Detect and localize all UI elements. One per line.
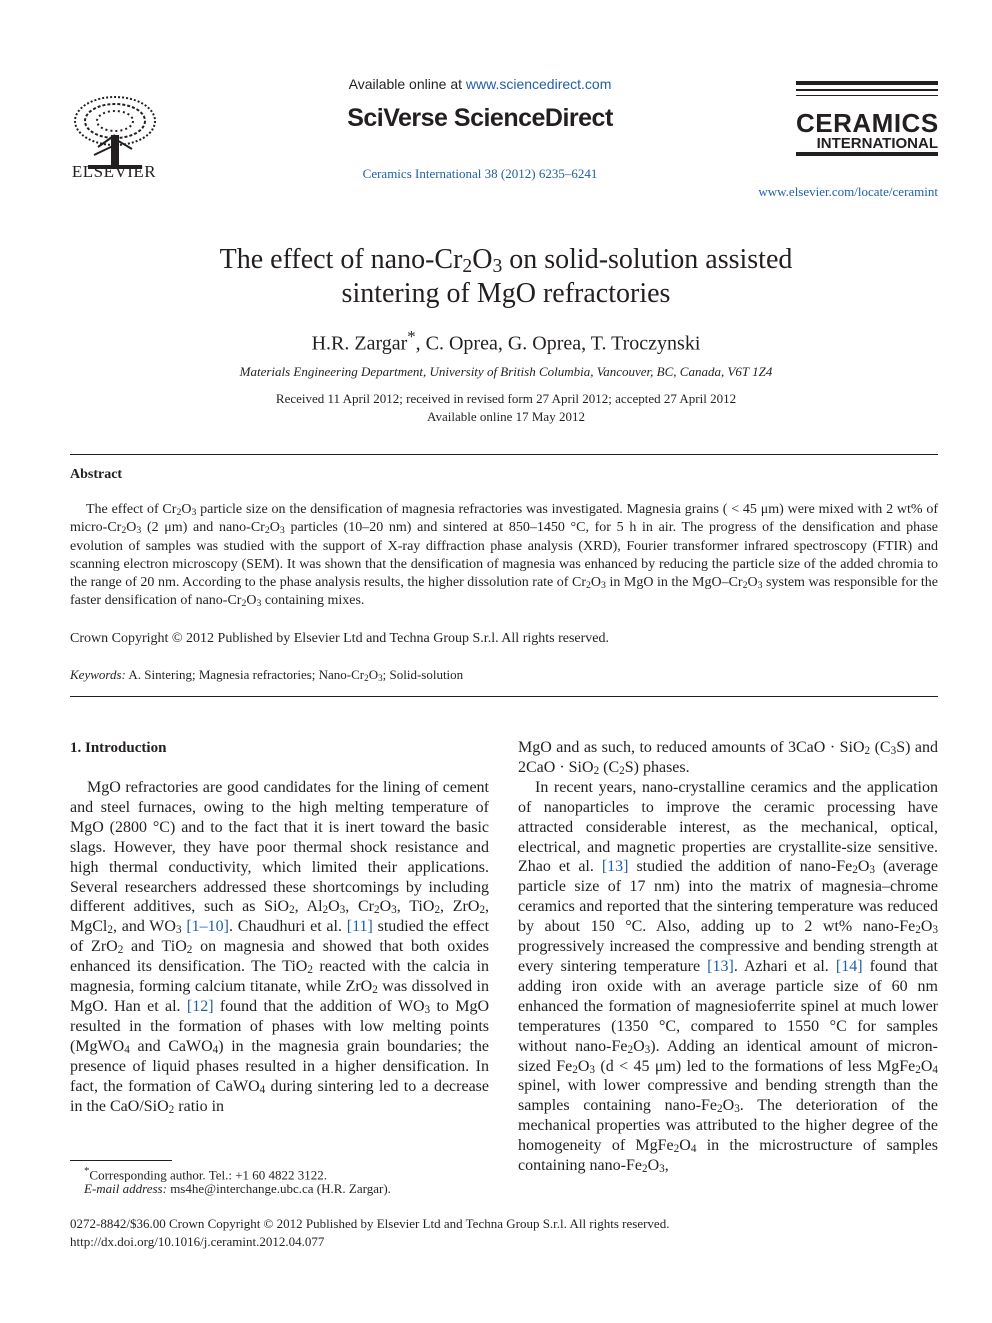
article-title: The effect of nano-$Cr_2O_3$ on solid-solution assisted sintering of MgO refractories [219, 244, 793, 309]
sciencedirect-link[interactable]: www.sciencedirect.com [465, 76, 612, 92]
corresponding-marker[interactable]: * [407, 327, 416, 346]
journal-rule [796, 81, 938, 85]
elsevier-wordmark: ELSEVIER [71, 162, 157, 181]
divider [70, 454, 938, 455]
authors: H.R. Zargar*, C. Oprea, G. Oprea, T. Troczynski [311, 327, 701, 355]
body-column-right: MgO and as such, to reduced amounts of 3CaO · SiO$_2$ $(C_3S)$ and 2CaO · SiO$_2$ $(C_2S)$ phases. In recent years, nano-crystalline ceramics and the application of nanoparticles to improve the ceramic processing have attracted considerable interest, as the mechanical, optical, electrical, and magnetic properties are crystallite-size sensitive. Zhao et al. [13] studied the addition of nano-$Fe_2O_3$ (average particle size of 17 nm) into the matrix of magnesia–chrome ceramics and reported that the sintering temperature was reduced by about 150 °C. Also, adding up to 2 wt% nano-$Fe_2O_3$ progressively increased the compressive and bending strength at every sintering temperature [13]. Azhari et al. [14] found that adding iron oxide with an average particle size of 60 nm enhanced the formation of magnesioferrite spinel at much lower temperatures (1350 °C, compared to 1550 °C for samples without nano-$Fe_2O_3$). Adding an identical amount of micron-sized $Fe_2O_3$ (d < 45 μm) led to the formations of less $MgFe_2O_4$ spinel, with lower compressive and bending strength than the samples containing nano-$Fe_2O_3$. The deterioration of the mechanical properties was attributed to the higher degree of the homogeneity of $MgFe_2O_4$ in the microstructure of samples containing nano-$Fe_2O_3$, [518, 739, 939, 1176]
ref-link[interactable]: [13] [601, 858, 629, 876]
abstract-copyright: Crown Copyright © 2012 Published by Elsevier Ltd and Techna Group S.r.l. All rights reserved. [70, 631, 609, 646]
sciverse-brand: SciVerse ScienceDirect [347, 104, 613, 132]
email-footnote: E-mail address: ms4he@interchange.ubc.ca (H.R. Zargar). [84, 1181, 391, 1196]
section-heading: 1. Introduction [70, 740, 167, 756]
keywords: Keywords: A. Sintering; Magnesia refractories; Nano-$Cr_2O_3$; Solid-solution [70, 667, 464, 683]
ref-link[interactable]: [14] [835, 957, 863, 975]
ref-link[interactable]: [13] [707, 957, 734, 975]
journal-rule [796, 152, 938, 156]
body-column-left: MgO refractories are good candidates for the lining of cement and steel furnaces, owing to the high melting temperature of MgO (2800 °C) and to the fact that it is inert toward the basic slags. However, they have poor thermal shock resistance and high thermal conductivity, which limited their applications. Several researchers addressed these shortcomings by including different additives, such as SiO$_2$, $Al_2O_3$, $Cr_2O_3$, TiO$_2$, ZrO$_2$, MgCl$_2$, and $WO_3$ [1–10]. Chaudhuri et al. [11] studied the effect of ZrO$_2$ and TiO$_2$ on magnesia and showed that both oxides enhanced its densification. The TiO$_2$ reacted with the calcia in magnesia, forming calcium titanate, while ZrO$_2$ was dissolved in MgO. Han et al. [12] found that the addition of $WO_3$ to MgO resulted in the formation of phases with low melting points (MgWO$_4$ and CaWO$_4$) in the magnesia grain boundaries; the presence of liquid phases resulted in a higher densification. In fact, the formation of CaWO$_4$ during sintering led to a decrease in the CaO/SiO$_2$ ratio in [70, 779, 490, 1116]
journal-name-sub: INTERNATIONAL [816, 135, 938, 152]
corresponding-footnote: *Corresponding author. Tel.: +1 60 4822 3122. [84, 1165, 328, 1183]
journal-citation-link[interactable]: Ceramics International 38 (2012) 6235–6241 [362, 166, 598, 181]
email-address[interactable]: ms4he@interchange.ubc.ca (H.R. Zargar). [170, 1181, 391, 1196]
ref-link[interactable]: [12] [186, 997, 214, 1015]
footer-copyright: 0272-8842/$36.00 Crown Copyright © 2012 Published by Elsevier Ltd and Techna Group S.r.l. All rights reserved. [70, 1216, 670, 1231]
page-footer [70, 1215, 938, 1251]
ref-link[interactable]: [1–10] [186, 918, 229, 936]
journal-url-link[interactable]: www.elsevier.com/locate/ceramint [758, 184, 938, 199]
footnote-rule [70, 1160, 172, 1161]
doi-link[interactable]: http://dx.doi.org/10.1016/j.ceramint.2012.04.077 [70, 1234, 325, 1249]
journal-rule [796, 89, 938, 91]
journal-rule [796, 95, 938, 96]
ref-link[interactable]: [11] [346, 918, 373, 936]
abstract-text: The effect of $Cr_2O_3$ particle size on the densification of magnesia refractories was investigated. Magnesia grains ( < 45 μm) were mixed with 2 wt% of micro-$Cr_2O_3$ (2 μm) and nano-$Cr_2O_3$ particles (10–20 nm) and sintered at 850–1450 °C, for 5 h in air. The progress of the densification and phase evolution of samples was studied with the support of X-ray diffraction phase analysis (XRD), Fourier transformer infrared spectroscopy (FTIR) and scanning electron microscopy (SEM). It was shown that the densification of magnesia was enhanced by reducing the particle size of the added chromia to the range of 20 nm. According to the phase analysis results, the higher dissolution rate of $Cr_2O_3$ in MgO in the MgO–$Cr_2O_3$ system was responsible for the faster densification of nano-$Cr_2O_3$ containing mixes. [70, 502, 939, 610]
abstract-heading: Abstract [70, 467, 123, 482]
article-dates: Received 11 April 2012; received in revised form 27 April 2012; accepted 27 April 2012 Available online 17 May 2012 [275, 391, 737, 424]
journal-name: CERAMICS [796, 108, 939, 138]
divider [70, 696, 938, 697]
available-prefix: Available online at [348, 76, 462, 92]
affiliation: Materials Engineering Department, University of British Columbia, Vancouver, BC, Canada, V6T 1Z4 [239, 364, 773, 379]
available-online [300, 76, 660, 92]
